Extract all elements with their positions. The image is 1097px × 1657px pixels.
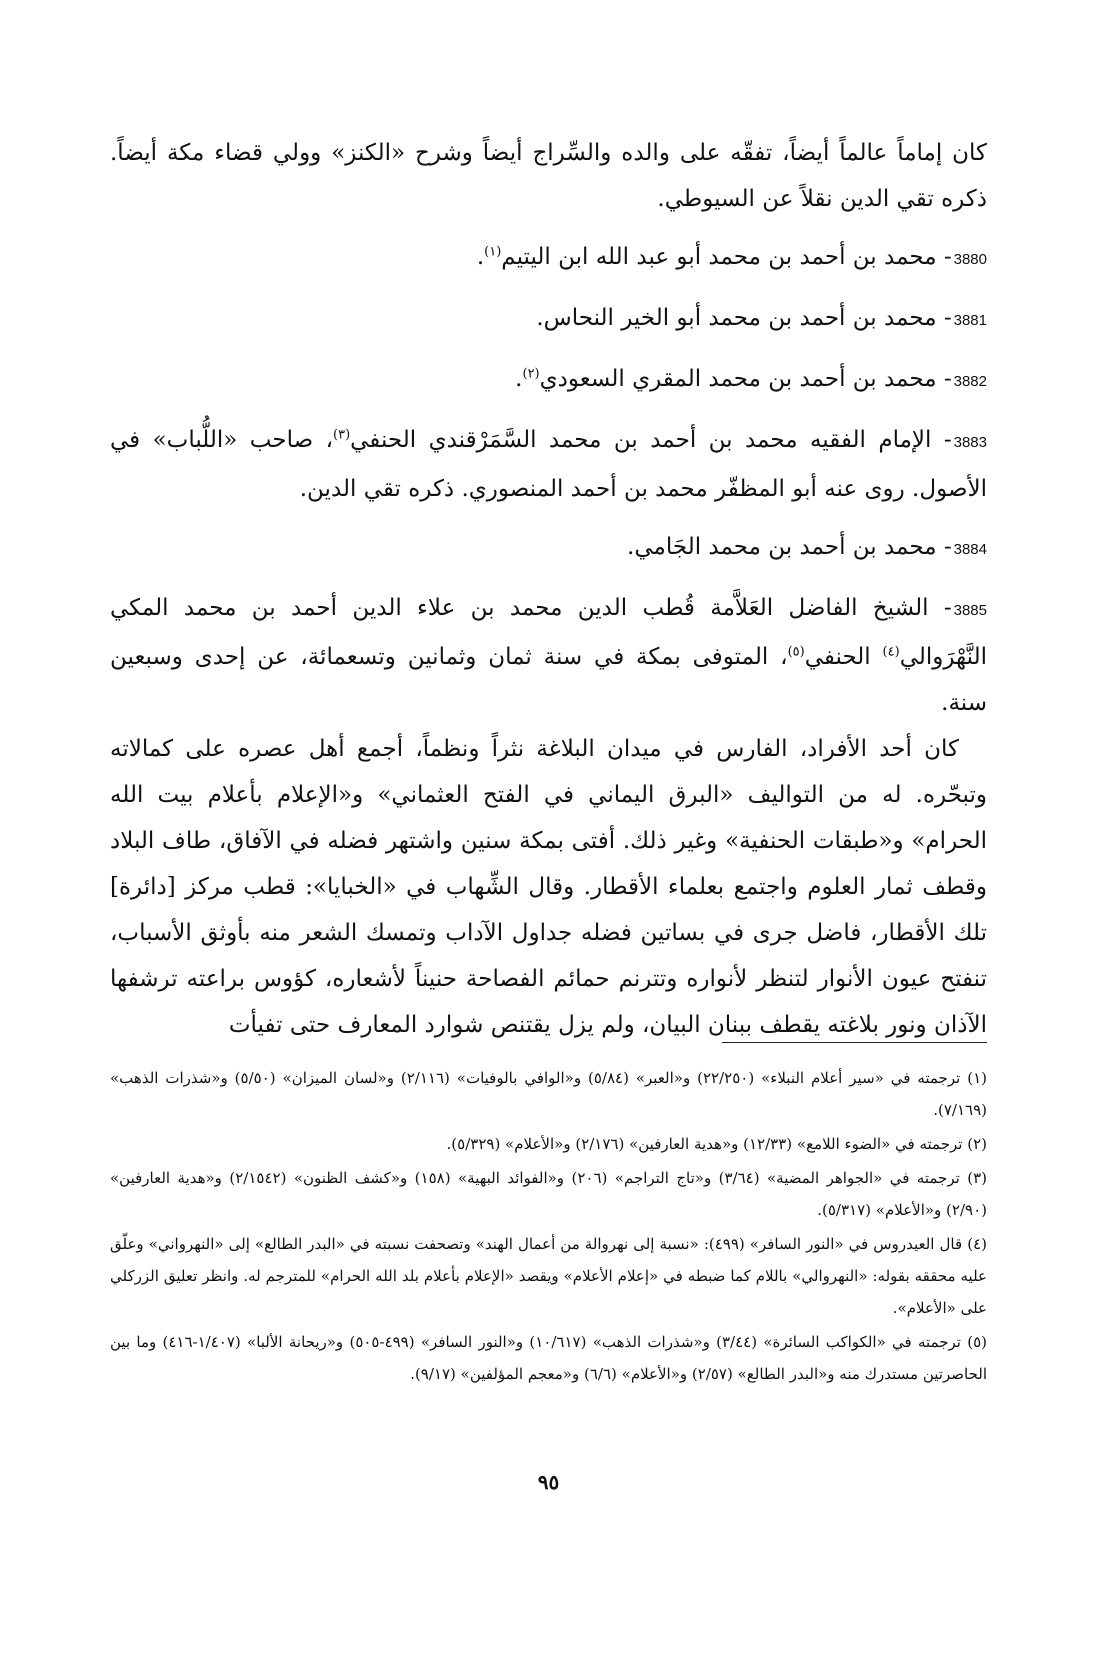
entry-3881: 3881- محمد بن أحمد بن محمد أبو الخير النحاس.: [110, 295, 987, 344]
entry-tail: .: [476, 244, 485, 270]
body-paragraph: كان أحد الأفراد، الفارس في ميدان البلاغة نثراً ونظماً، أجمع أهل عصره على كمالاته وتبحّره. له من التواليف «البرق اليماني في الفتح العثماني» و«الإعلام بأعلام بيت الله الحرام» و«طبقات الحنفية» وغير ذلك. أفتى بمكة سنين واشتهر فضله في الآفاق، طاف البلاد وقطف ثمار العلوم واجتمع بعلماء الأقطار. وقال الشِّهاب في «الخبايا»: قطب مركز [دائرة] تلك الأقطار، فاضل جرى في بساتين فضله جداول الآداب وتمسك الشعر منه بأوثق الأسباب، تنفتح عيون الأنوار لتنظر لأنواره وتترنم حمائم الفصاحة حنيناً لأشعاره، كؤوس براعته ترشفها الآذان ونور بلاغته يقطف ببنان البيان، ولم يزل يقتنص شوارد المعارف حتى تفيأت: [110, 736, 987, 1038]
footnote-text: ترجمته في «سير أعلام النبلاء» (٢٢/٢٥٠) و«العبر» (٥/٨٤) و«الوافي بالوفيات» (٢/١١٦) و«لسان الميزان» (٥/٥٠) و«شذرات الذهب» (٧/١٦٩).: [110, 1069, 987, 1119]
entry-number: 3884: [953, 541, 987, 558]
footnotes: [110, 1062, 987, 1392]
entry-number: 3883: [953, 434, 987, 451]
footnote-5: [110, 1326, 987, 1390]
entry-number: 3881: [953, 312, 987, 329]
entry-number: 3882: [953, 373, 987, 390]
footnote-mark: (٤): [967, 1235, 987, 1253]
entry-3885: 3885- الشيخ الفاضل العَلاَّمة قُطب الدين محمد بن علاء الدين أحمد بن محمد المكي النَّهْرَوالي$^{(٤)}$ الحنفي$^{(٥)}$، المتوفى بمكة في سنة ثمان وثمانين وتسعمائة، عن إحدى وسبعين سنة.: [110, 585, 987, 726]
entry-tail: ، صاحب «اللُّباب» في الأصول. روى عنه أبو المظفّر محمد بن أحمد المنصوري. ذكره تقي الدين.: [110, 427, 987, 502]
entry-text: محمد بن أحمد بن محمد المقري السعودي: [539, 366, 937, 392]
entry-text: الحنفي: [804, 644, 883, 670]
footnote-mark: (٣): [967, 1169, 987, 1187]
footnote-mark: (١): [967, 1069, 987, 1087]
entry-text: محمد بن أحمد بن محمد الجَامي.: [627, 534, 937, 560]
intro-paragraph: كان إماماً عالماً أيضاً، تفقّه على والده والسِّراج أيضاً وشرح «الكنز» وولي قضاء مكة أيضاً. ذكره تقي الدين نقلاً عن السيوطي.: [110, 140, 987, 212]
entry-text: محمد بن أحمد بن محمد أبو عبد الله ابن اليتيم: [501, 244, 937, 270]
footnote-ref[interactable]: (٢): [522, 366, 540, 382]
footnote-ref[interactable]: (٤): [882, 644, 900, 660]
main-text: [110, 130, 987, 1048]
footnote-3: [110, 1162, 987, 1226]
entry-3880: 3880- محمد بن أحمد بن محمد أبو عبد الله ابن اليتيم$^{(١)}$.: [110, 234, 987, 283]
footnote-divider: [722, 1042, 987, 1043]
footnote-text: قال العيدروس في «النور السافر» (٤٩٩): «نسبة إلى نهروالة من أعمال الهند» وتصحفت نسبته في «البدر الطالع» إلى «النهرواني» وعلّق عليه محققه بقوله: «النهروالي» باللام كما ضبطه في «إعلام الأعلام» ويقصد «الإعلام بأعلام بلد الله الحرام» للمترجم له. وانظر تعليق الزركلي على «الأعلام».: [110, 1235, 987, 1317]
entry-3883: 3883- الإمام الفقيه محمد بن أحمد بن محمد السَّمَرْقندي الحنفي$^{(٣)}$، صاحب «اللُّباب» في الأصول. روى عنه أبو المظفّر محمد بن أحمد المنصوري. ذكره تقي الدين.: [110, 417, 987, 512]
entry-3884: 3884- محمد بن أحمد بن محمد الجَامي.: [110, 524, 987, 573]
entry-number: 3880: [953, 251, 987, 268]
footnote-text: ترجمته في «الضوء اللامع» (١٢/٣٣) و«هدية العارفين» (٢/١٧٦) و«الأعلام» (٥/٣٢٩).: [446, 1135, 963, 1153]
footnote-ref[interactable]: (٣): [333, 427, 351, 443]
entry-text: الشيخ الفاضل العَلاَّمة قُطب الدين محمد بن علاء الدين أحمد بن محمد المكي النَّهْرَوالي: [110, 595, 987, 670]
footnote-4: [110, 1228, 987, 1324]
entry-3882: 3882- محمد بن أحمد بن محمد المقري السعودي$^{(٢)}$.: [110, 356, 987, 405]
page-number: ٩٥: [537, 1470, 560, 1494]
footnote-ref[interactable]: (٥): [787, 644, 805, 660]
footnote-mark: (٥): [967, 1333, 987, 1351]
footnote-text: ترجمته في «الجواهر المضية» (٣/٦٤) و«تاج التراجم» (٢٠٦) و«الفوائد البهية» (١٥٨) و«كشف الظنون» (٢/١٥٤٢) و«هدية العارفين» (٢/٩٠) و«الأعلام» (٥/٣١٧).: [110, 1169, 987, 1219]
entry-text: محمد بن أحمد بن محمد أبو الخير النحاس.: [536, 305, 937, 331]
entry-number: 3885: [953, 602, 987, 619]
footnote-mark: (٢): [967, 1135, 987, 1153]
footnote-2: [110, 1128, 987, 1160]
entry-text: الإمام الفقيه محمد بن أحمد بن محمد السَّمَرْقندي الحنفي: [350, 427, 932, 453]
footnote-1: [110, 1062, 987, 1126]
entry-text: ، المتوفى بمكة في سنة ثمان وثمانين وتسعمائة، عن إحدى وسبعين سنة.: [110, 644, 987, 716]
entry-tail: .: [515, 366, 523, 392]
footnote-text: ترجمته في «الكواكب السائرة» (٣/٤٤) و«شذرات الذهب» (١٠/٦١٧) و«النور السافر» (٤٩٩-٥٠٥) و«ريحانة الألبا» (١/٤٠٧-٤١٦) وما بين الحاصرتين مستدرك منه و«البدر الطالع» (٢/٥٧) و«الأعلام» (٦/٦) و«معجم المؤلفين» (٩/١٧).: [110, 1333, 987, 1383]
footnote-ref[interactable]: (١): [484, 244, 502, 260]
